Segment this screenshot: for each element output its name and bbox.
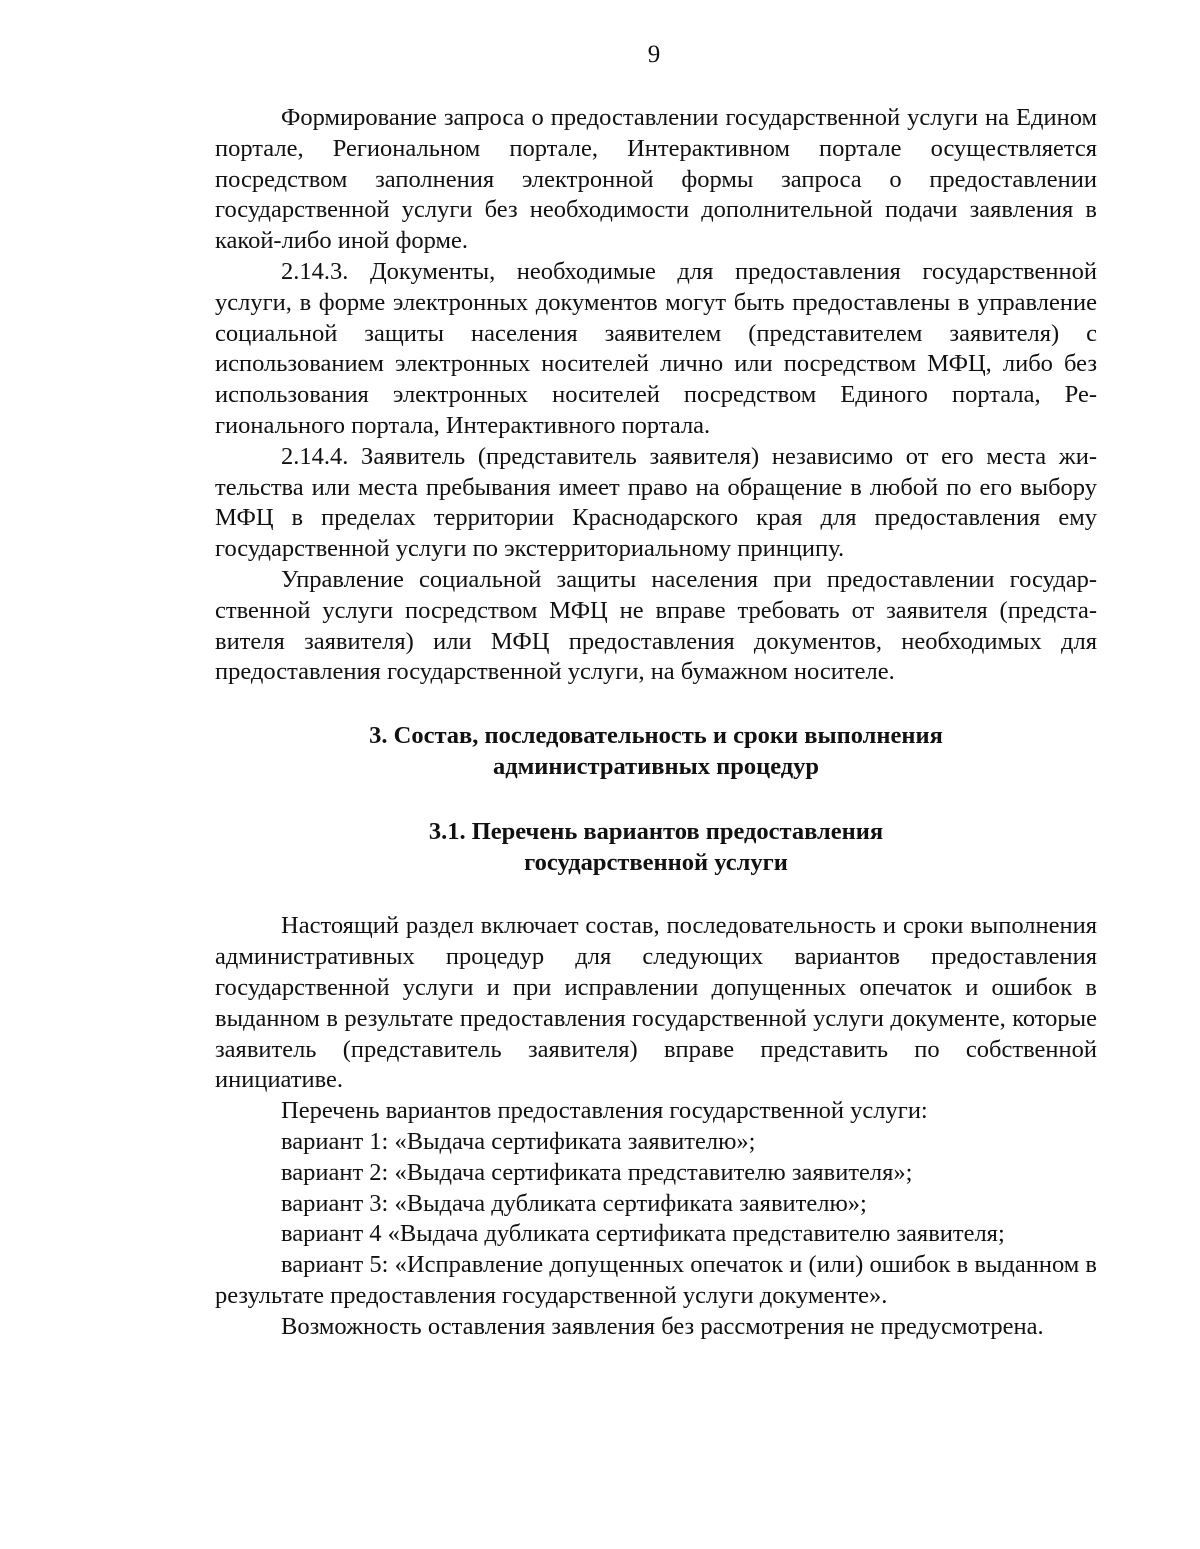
paragraph-2-14-3: 2.14.3. Документы, необходимые для предоставления государственной услуги, в форме электронных документов могут быть предоставлены в управление социальной защиты населения заявителем (представителем заявителя) с использованием электронных носителей лично или посредством МФЦ, либо без использования электронных носителей посредством Единого портала, Регионального портала, Интерактивного портала.	[215, 257, 1097, 439]
variant-2: вариант 2: «Выдача сертификата представителю заявителя»;	[281, 1158, 913, 1186]
document-body	[215, 103, 1097, 1342]
paragraph-mfc-requirements: Управление социальной защиты населения при предоставлении государственной услуги посредством МФЦ не вправе требовать от заявителя (представителя заявителя) или МФЦ предоставления документов, необходимых для предоставления государственной услуги, на бумажном носителе.	[215, 565, 1097, 686]
page-number: 9	[647, 41, 661, 68]
variant-1: вариант 1: «Выдача сертификата заявителю»;	[281, 1127, 756, 1155]
section-heading-line-2: административных процедур	[492, 752, 820, 780]
subsection-heading-line-1: 3.1. Перечень вариантов предоставления	[428, 817, 884, 845]
variant-4: вариант 4 «Выдача дубликата сертификата представителю заявителя;	[281, 1220, 1005, 1248]
section-heading	[215, 721, 1097, 783]
subsection-heading-line-2: государственной услуги	[524, 848, 788, 876]
variant-5: вариант 5: «Исправление допущенных опечаток и (или) ошибок в выданном в результате предоставления государственной услуги документе».	[215, 1251, 1097, 1309]
paragraph-portal-request: Формирование запроса о предоставлении государственной услуги на Едином портале, Региональном портале, Интерактивном портале осуществляется посредством заполнения электронной формы запроса о предоставлении государственной услуги без необходимости дополнительной подачи заявления в какой-либо иной форме.	[215, 104, 1097, 255]
section-heading-line-1: 3. Состав, последовательность и сроки выполнения	[369, 722, 943, 750]
subsection-heading	[215, 817, 1097, 879]
paragraph-section-intro: Настоящий раздел включает состав, последовательность и сроки выполнения административных процедур для следующих вариантов предоставления государственной услуги и при исправлении допущенных опечаток и ошибок в выданном в результате предоставления государственной услуги документе, которые заявитель (представитель заявителя) вправе представить по собственной инициативе.	[215, 912, 1097, 1094]
paragraph-closing: Возможность оставления заявления без рассмотрения не предусмотрена.	[281, 1312, 1044, 1340]
variant-3: вариант 3: «Выдача дубликата сертификата заявителю»;	[281, 1189, 867, 1217]
paragraph-2-14-4: 2.14.4. Заявитель (представитель заявителя) независимо от его места жительства или места пребывания имеет право на обращение в любой по его выбору МФЦ в пределах территории Краснодарского края для предоставления ему государственной услуги по экстерриториальному принципу.	[215, 442, 1097, 563]
variants-intro: Перечень вариантов предоставления государственной услуги:	[281, 1097, 928, 1125]
